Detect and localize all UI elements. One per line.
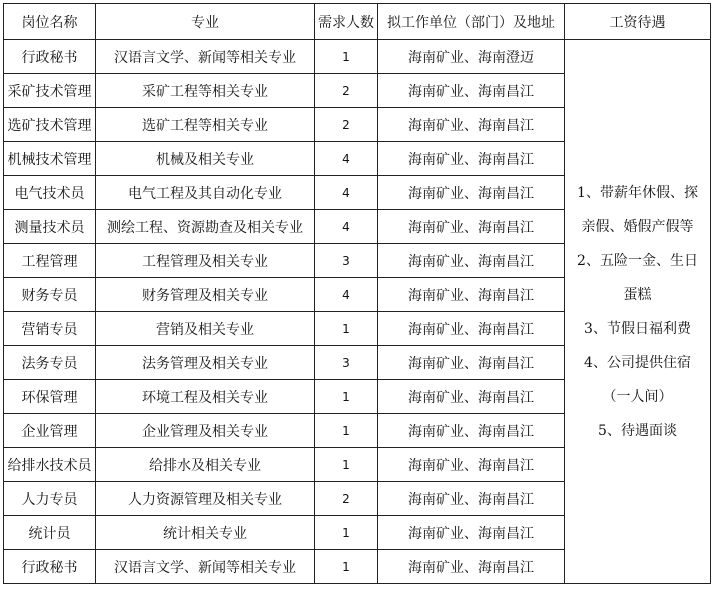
cell-position: 行政秘书 [4, 40, 96, 74]
benefit-line: 蛋糕 [623, 286, 652, 303]
cell-major: 选矿工程等相关专业 [96, 108, 315, 142]
cell-location: 海南矿业、海南昌江 [378, 448, 565, 482]
cell-count: 4 [315, 210, 378, 244]
cell-position: 法务专员 [4, 346, 96, 380]
header-location: 拟工作单位（部门）及地址 [378, 4, 565, 40]
benefit-line: 4、公司提供住宿 [584, 354, 691, 371]
recruitment-table-wrapper [3, 3, 711, 584]
benefit-line: 2、五险一金、生日 [577, 252, 698, 269]
cell-count: 2 [315, 74, 378, 108]
cell-count: 1 [315, 448, 378, 482]
cell-position: 给排水技术员 [4, 448, 96, 482]
header-benefits: 工资待遇 [565, 4, 711, 40]
cell-major: 给排水及相关专业 [96, 448, 315, 482]
cell-major: 营销及相关专业 [96, 312, 315, 346]
cell-major: 人力资源管理及相关专业 [96, 482, 315, 516]
cell-location: 海南矿业、海南昌江 [378, 482, 565, 516]
header-count: 需求人数 [315, 4, 378, 40]
benefit-line: 亲假、婚假产假等 [581, 218, 694, 235]
cell-position: 测量技术员 [4, 210, 96, 244]
cell-major: 测绘工程、资源勘查及相关专业 [96, 210, 315, 244]
cell-major: 企业管理及相关专业 [96, 414, 315, 448]
cell-count: 1 [315, 312, 378, 346]
cell-major: 机械及相关专业 [96, 142, 315, 176]
cell-location: 海南矿业、海南昌江 [378, 176, 565, 210]
cell-major: 汉语言文学、新闻等相关专业 [96, 40, 315, 74]
cell-position: 工程管理 [4, 244, 96, 278]
cell-position: 选矿技术管理 [4, 108, 96, 142]
cell-location: 海南矿业、海南昌江 [378, 108, 565, 142]
cell-major: 法务管理及相关专业 [96, 346, 315, 380]
recruitment-table [3, 3, 711, 584]
cell-count: 2 [315, 108, 378, 142]
benefit-line: （一人间） [602, 388, 673, 405]
cell-location: 海南矿业、海南昌江 [378, 414, 565, 448]
table-body [4, 40, 711, 584]
header-position: 岗位名称 [4, 4, 96, 40]
cell-count: 3 [315, 244, 378, 278]
cell-major: 环境工程及相关专业 [96, 380, 315, 414]
benefit-line: 1、带薪年休假、探 [577, 184, 698, 201]
cell-position: 人力专员 [4, 482, 96, 516]
cell-position: 环保管理 [4, 380, 96, 414]
cell-count: 1 [315, 414, 378, 448]
table-row [4, 40, 711, 74]
cell-location: 海南矿业、海南昌江 [378, 380, 565, 414]
header-row [4, 4, 711, 40]
cell-major: 财务管理及相关专业 [96, 278, 315, 312]
cell-location: 海南矿业、海南昌江 [378, 312, 565, 346]
cell-count: 2 [315, 482, 378, 516]
cell-count: 4 [315, 176, 378, 210]
cell-major: 统计相关专业 [96, 516, 315, 550]
cell-position: 采矿技术管理 [4, 74, 96, 108]
benefit-line: 3、节假日福利费 [584, 320, 691, 337]
cell-major: 工程管理及相关专业 [96, 244, 315, 278]
cell-location: 海南矿业、海南昌江 [378, 210, 565, 244]
cell-major: 电气工程及其自动化专业 [96, 176, 315, 210]
cell-count: 1 [315, 380, 378, 414]
cell-count: 4 [315, 278, 378, 312]
cell-count: 1 [315, 40, 378, 74]
cell-major: 汉语言文学、新闻等相关专业 [96, 550, 315, 584]
cell-position: 营销专员 [4, 312, 96, 346]
cell-location: 海南矿业、海南昌江 [378, 278, 565, 312]
header-major: 专业 [96, 4, 315, 40]
cell-location: 海南矿业、海南昌江 [378, 244, 565, 278]
cell-location: 海南矿业、海南昌江 [378, 74, 565, 108]
cell-location: 海南矿业、海南昌江 [378, 516, 565, 550]
cell-position: 行政秘书 [4, 550, 96, 584]
cell-location: 海南矿业、海南昌江 [378, 550, 565, 584]
cell-location: 海南矿业、海南澄迈 [378, 40, 565, 74]
benefit-line: 5、待遇面谈 [598, 422, 677, 439]
cell-location: 海南矿业、海南昌江 [378, 142, 565, 176]
cell-count: 3 [315, 346, 378, 380]
cell-major: 采矿工程等相关专业 [96, 74, 315, 108]
cell-location: 海南矿业、海南昌江 [378, 346, 565, 380]
cell-count: 1 [315, 516, 378, 550]
cell-benefits [565, 40, 711, 584]
cell-position: 机械技术管理 [4, 142, 96, 176]
cell-position: 电气技术员 [4, 176, 96, 210]
cell-position: 企业管理 [4, 414, 96, 448]
cell-count: 4 [315, 142, 378, 176]
cell-count: 1 [315, 550, 378, 584]
cell-position: 统计员 [4, 516, 96, 550]
cell-position: 财务专员 [4, 278, 96, 312]
